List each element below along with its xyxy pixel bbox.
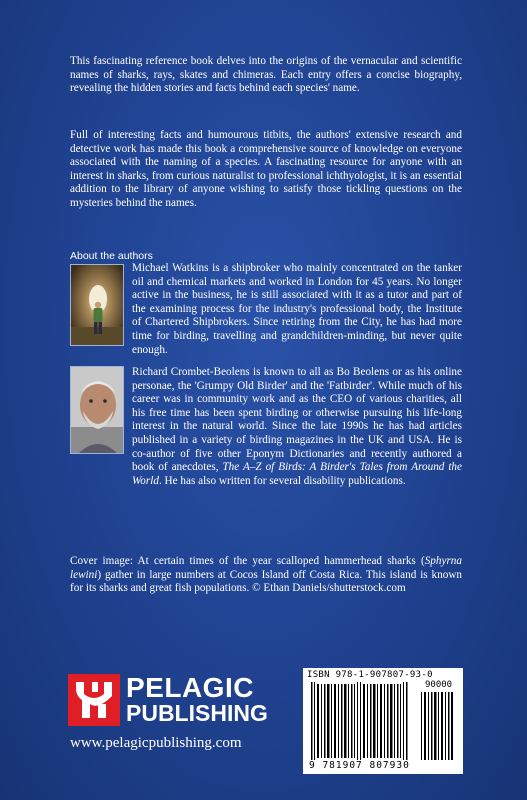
- isbn-barcode: [303, 668, 463, 774]
- description-paragraph-1: This fascinating reference book delves into the origins of the vernacular and scientific names of sharks, rays, skates and chimeras. Each entry offers a concise biography, revealing the hidden stories and facts behind each species' name.: [70, 55, 462, 95]
- pelagic-logo-icon: [68, 674, 120, 726]
- description-paragraph-2: Full of interesting facts and humourous titbits, the authors' extensive research and detective work has made this book a comprehensive source of knowledge on everyone associated with the naming of a species. A fascinating resource for anyone with an interest in sharks, from curious naturalist to professional ichthyologist, it is an essential addition to the library of anyone wishing to satisfy those tickling questions on the mysteries behind the names.: [70, 129, 462, 209]
- author2-bio-text1: Richard Crombet-Beolens is known to all as Bo Beolens or as his online personae, the 'Grumpy Old Birder' and the 'Fatbirder'. While much of his career was in community work and as the CEO of various charities, all his free time has been spent birding or otherwise pursuing his life-long interest in the natural world. Since the late 1990s he has had articles published in a variety of birding magazines in the UK and USA. He is co-author of five other Eponym Dictionaries and recently authored a book of anecdotes,: [132, 366, 462, 474]
- publisher-website[interactable]: www.pelagicpublishing.com: [70, 735, 242, 751]
- author2-photo: [70, 366, 124, 454]
- author2-book-title: The A–Z of Birds: A Birder's Tales from Around the World: [132, 461, 462, 487]
- publisher-name-line1: PELAGIC: [126, 672, 254, 703]
- cover-image-caption: [70, 555, 462, 596]
- author1-photo: [70, 264, 124, 346]
- price-code: 90000: [425, 680, 453, 690]
- author2-bio-text2: . He has also written for several disability publications.: [158, 474, 406, 487]
- caption-species-name: Sphyrna lewini: [70, 555, 462, 581]
- author2-photo-image: [71, 367, 124, 454]
- caption-text1: Cover image: At certain times of the year scalloped hammerhead sharks (: [70, 555, 425, 567]
- isbn-number: ISBN 978-1-907807-93-0: [307, 670, 433, 680]
- barcode-digits: 9 781907 807930: [309, 760, 410, 771]
- author2-bio: [132, 366, 462, 488]
- author1-photo-image: [71, 265, 124, 346]
- publisher-logo: [68, 674, 268, 726]
- author1-bio: Michael Watkins is a shipbroker who mainly concentrated on the tanker oil and chemical markets and worked in London for 45 years. No longer active in the business, he is still associated with it as a tutor and part of the examining process for the industry's professional body, the Institute of Chartered Shipbrokers. Since retiring from the City, he has had more time for birding, travelling and grandchildren-minding, but never quite enough.: [132, 262, 462, 356]
- about-authors-heading: About the authors: [70, 250, 153, 262]
- caption-text2: ) gather in large numbers at Cocos Island off Costa Rica. This island is known for its sharks and great fish populations. © Ethan Daniels/shutterstock.com: [70, 568, 462, 595]
- publisher-name-line2: PUBLISHING: [126, 700, 268, 726]
